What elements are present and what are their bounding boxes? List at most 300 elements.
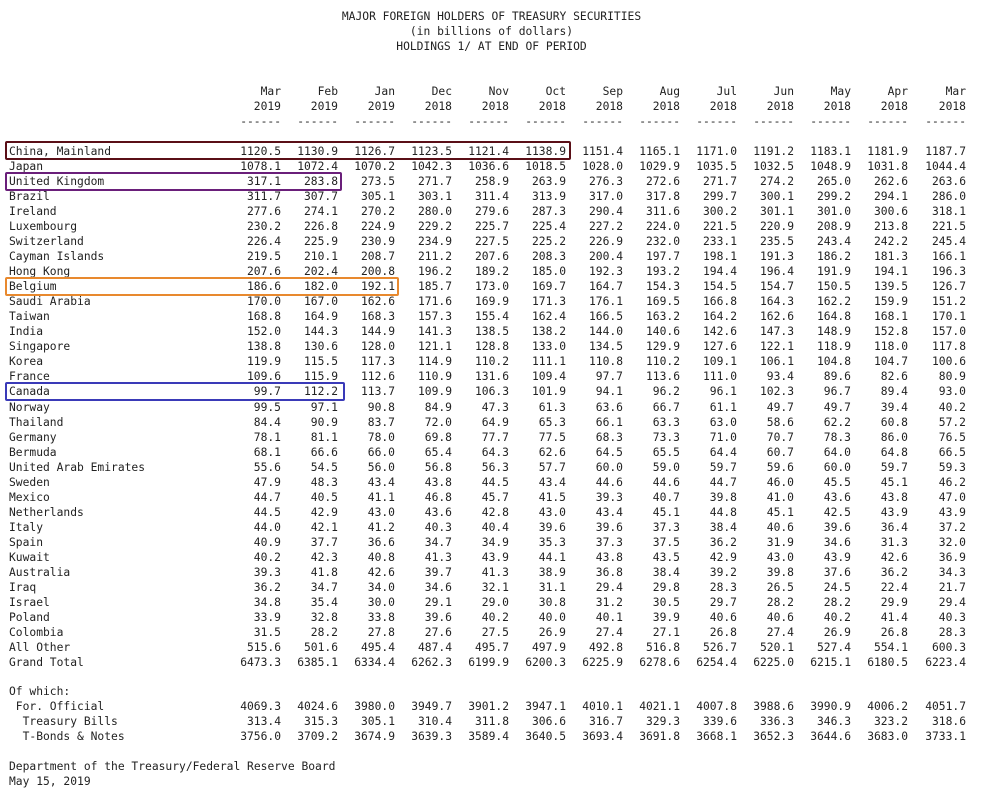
table-cell: 196.2	[417, 265, 452, 279]
table-cell: 166.1	[931, 250, 966, 264]
table-cell: 68.3	[595, 430, 623, 444]
table-cell: 97.1	[310, 400, 338, 414]
table-cell: 101.9	[531, 385, 566, 399]
table-cell: 6223.4	[925, 656, 966, 670]
table-cell: 26.8	[880, 625, 908, 639]
table-cell: 6334.4	[354, 656, 395, 670]
column-header-rule: ------	[411, 115, 452, 128]
table-cell: 169.9	[474, 295, 509, 309]
table-cell: 3756.0	[240, 730, 281, 743]
country-label: Cayman Islands	[9, 250, 105, 264]
table-cell: 39.8	[709, 490, 737, 504]
table-cell: 113.7	[360, 385, 395, 399]
table-cell: 1072.4	[297, 160, 338, 174]
country-label: United Kingdom	[9, 175, 105, 189]
table-cell: 66.1	[595, 415, 623, 429]
table-cell: 61.1	[709, 400, 737, 414]
table-cell: 32.8	[310, 610, 338, 624]
table-cell: 44.6	[595, 475, 623, 489]
table-cell: 43.4	[595, 505, 623, 519]
table-cell: 4007.8	[696, 700, 737, 713]
table-cell: 66.7	[652, 400, 680, 414]
table-cell: 3668.1	[696, 730, 737, 743]
footer-source: Department of the Treasury/Federal Reserve Board	[9, 760, 336, 773]
column-header-month: Nov	[488, 85, 509, 98]
table-cell: 47.9	[253, 475, 281, 489]
table-cell: 42.6	[880, 550, 908, 564]
table-cell: 28.2	[823, 595, 851, 609]
column-header-year: 2018	[538, 100, 566, 113]
table-cell: 162.6	[360, 295, 395, 309]
table-cell: 64.5	[595, 445, 623, 459]
table-cell: 118.9	[816, 340, 851, 354]
table-cell: 129.9	[645, 340, 680, 354]
table-cell: 6215.1	[810, 656, 851, 670]
table-cell: 45.7	[481, 490, 509, 504]
table-cell: 41.3	[424, 550, 452, 564]
table-cell: 170.0	[246, 295, 281, 309]
table-cell: 40.2	[938, 400, 966, 414]
table-cell: 1042.3	[411, 160, 452, 174]
column-header-rule: ------	[810, 115, 851, 128]
table-cell: 283.8	[303, 175, 338, 189]
table-cell: 40.2	[253, 550, 281, 564]
table-cell: 111.0	[702, 370, 737, 384]
table-cell: 185.7	[417, 280, 452, 294]
table-cell: 29.4	[595, 580, 623, 594]
column-header-year: 2018	[709, 100, 737, 113]
table-cell: 43.0	[538, 505, 566, 519]
table-cell: 265.0	[816, 175, 851, 189]
table-cell: 271.7	[417, 175, 452, 189]
table-cell: 62.2	[823, 415, 851, 429]
table-cell: 226.9	[588, 235, 623, 249]
table-cell: 144.0	[588, 325, 623, 339]
table-cell: 44.5	[253, 505, 281, 519]
table-cell: 119.9	[246, 355, 281, 369]
table-cell: 63.0	[709, 415, 737, 429]
table-cell: 32.1	[481, 580, 509, 594]
table-cell: 227.5	[474, 235, 509, 249]
table-cell: 40.6	[709, 610, 737, 624]
table-cell: 600.3	[931, 640, 966, 654]
column-header-month: Jun	[773, 85, 794, 98]
table-cell: 110.8	[588, 355, 623, 369]
table-cell: 40.3	[424, 520, 452, 534]
country-label: Mexico	[9, 490, 50, 504]
table-cell: 69.8	[424, 430, 452, 444]
column-header-month: Sep	[602, 85, 623, 98]
table-cell: 148.9	[816, 325, 851, 339]
table-cell: 36.9	[938, 550, 966, 564]
column-header-year: 2018	[424, 100, 452, 113]
table-cell: 40.6	[766, 520, 794, 534]
table-cell: 78.0	[367, 430, 395, 444]
table-cell: 78.3	[823, 430, 851, 444]
table-cell: 186.2	[816, 250, 851, 264]
table-cell: 221.5	[931, 220, 966, 234]
table-cell: 37.6	[823, 565, 851, 579]
table-cell: 96.1	[709, 385, 737, 399]
table-cell: 37.2	[938, 520, 966, 534]
table-cell: 39.3	[253, 565, 281, 579]
table-cell: 82.6	[880, 370, 908, 384]
table-cell: 77.5	[538, 430, 566, 444]
table-cell: 46.0	[766, 475, 794, 489]
table-cell: 43.9	[880, 505, 908, 519]
table-cell: 22.4	[880, 580, 908, 594]
table-cell: 144.3	[303, 325, 338, 339]
table-cell: 233.1	[702, 235, 737, 249]
table-cell: 29.9	[880, 595, 908, 609]
table-cell: 301.1	[759, 205, 794, 219]
table-cell: 39.2	[709, 565, 737, 579]
table-cell: 40.9	[253, 535, 281, 549]
table-cell: 100.6	[931, 355, 966, 369]
table-cell: 62.6	[538, 445, 566, 459]
table-cell: 60.7	[766, 445, 794, 459]
column-header-month: Oct	[545, 85, 566, 98]
table-cell: 225.7	[474, 220, 509, 234]
table-cell: 47.3	[481, 400, 509, 414]
table-cell: 47.0	[938, 490, 966, 504]
table-cell: 40.6	[766, 610, 794, 624]
table-cell: 229.2	[417, 220, 452, 234]
table-cell: 89.4	[880, 385, 908, 399]
table-cell: 336.3	[759, 715, 794, 728]
table-cell: 38.4	[652, 565, 680, 579]
country-label: Japan	[9, 160, 44, 174]
table-cell: 24.5	[823, 580, 851, 594]
table-cell: 300.2	[702, 205, 737, 219]
table-cell: 39.4	[880, 400, 908, 414]
table-cell: 36.2	[709, 535, 737, 549]
table-cell: 317.0	[588, 190, 623, 204]
table-cell: 34.6	[823, 535, 851, 549]
table-cell: 60.0	[823, 460, 851, 474]
table-cell: 40.5	[310, 490, 338, 504]
column-header-rule: ------	[240, 115, 281, 128]
table-cell: 42.9	[310, 505, 338, 519]
table-cell: 162.2	[816, 295, 851, 309]
country-label: Colombia	[9, 625, 64, 639]
table-cell: 6473.3	[240, 656, 281, 670]
table-cell: 186.6	[246, 280, 281, 294]
table-cell: 501.6	[303, 640, 338, 654]
table-cell: 306.6	[531, 715, 566, 728]
column-header-year: 2018	[652, 100, 680, 113]
table-cell: 1048.9	[810, 160, 851, 174]
table-cell: 39.9	[652, 610, 680, 624]
table-cell: 109.6	[246, 370, 281, 384]
table-cell: 226.4	[246, 235, 281, 249]
table-cell: 182.0	[303, 280, 338, 294]
table-cell: 159.9	[873, 295, 908, 309]
table-cell: 63.3	[652, 415, 680, 429]
column-header-month: Feb	[317, 85, 338, 98]
table-cell: 66.5	[938, 445, 966, 459]
table-cell: 78.1	[253, 430, 281, 444]
table-cell: 31.3	[880, 535, 908, 549]
table-cell: 263.6	[931, 175, 966, 189]
table-cell: 227.2	[588, 220, 623, 234]
country-label: Italy	[9, 520, 44, 534]
table-cell: 104.8	[816, 355, 851, 369]
table-cell: 300.1	[759, 190, 794, 204]
table-cell: 117.8	[931, 340, 966, 354]
table-cell: 21.7	[938, 580, 966, 594]
table-cell: 41.5	[538, 490, 566, 504]
table-cell: 208.9	[816, 220, 851, 234]
table-cell: 230.9	[360, 235, 395, 249]
table-cell: 43.9	[938, 505, 966, 519]
column-header-month: Mar	[945, 85, 966, 98]
table-cell: 41.0	[766, 490, 794, 504]
table-cell: 3644.6	[810, 730, 851, 743]
country-label: Norway	[9, 400, 50, 414]
table-cell: 86.0	[880, 430, 908, 444]
table-cell: 313.4	[246, 715, 281, 728]
table-cell: 147.3	[759, 325, 794, 339]
column-header-rule: ------	[925, 115, 966, 128]
table-cell: 34.8	[253, 595, 281, 609]
table-cell: 300.6	[873, 205, 908, 219]
country-label: Grand Total	[9, 656, 84, 670]
table-cell: 110.9	[417, 370, 452, 384]
table-cell: 224.0	[645, 220, 680, 234]
table-cell: 301.0	[816, 205, 851, 219]
column-header-rule: ------	[639, 115, 680, 128]
table-cell: 310.4	[417, 715, 452, 728]
table-cell: 115.5	[303, 355, 338, 369]
table-cell: 56.3	[481, 460, 509, 474]
table-cell: 230.2	[246, 220, 281, 234]
country-label: Bermuda	[9, 445, 57, 459]
table-cell: 93.0	[938, 385, 966, 399]
table-cell: 520.1	[759, 640, 794, 654]
table-cell: 527.4	[816, 640, 851, 654]
table-cell: 311.7	[246, 190, 281, 204]
table-cell: 189.2	[474, 265, 509, 279]
table-cell: 64.3	[481, 445, 509, 459]
table-cell: 1130.9	[297, 145, 338, 158]
table-cell: 43.8	[595, 550, 623, 564]
table-cell: 106.3	[474, 385, 509, 399]
table-cell: 65.3	[538, 415, 566, 429]
column-header-rule: ------	[696, 115, 737, 128]
table-cell: 42.1	[310, 520, 338, 534]
table-cell: 277.6	[246, 205, 281, 219]
table-cell: 43.4	[367, 475, 395, 489]
table-cell: 164.8	[816, 310, 851, 324]
table-cell: 197.7	[645, 250, 680, 264]
table-cell: 31.1	[538, 580, 566, 594]
table-cell: 44.7	[709, 475, 737, 489]
table-cell: 208.7	[360, 250, 395, 264]
table-cell: 200.4	[588, 250, 623, 264]
column-header-year: 2018	[823, 100, 851, 113]
table-cell: 4021.1	[639, 700, 680, 713]
table-cell: 3674.9	[354, 730, 395, 743]
table-cell: 166.5	[588, 310, 623, 324]
table-cell: 43.0	[766, 550, 794, 564]
table-cell: 90.8	[367, 400, 395, 414]
table-cell: 42.6	[367, 565, 395, 579]
table-cell: 80.9	[938, 370, 966, 384]
table-cell: 3683.0	[867, 730, 908, 743]
table-cell: 36.6	[367, 535, 395, 549]
table-cell: 41.3	[481, 565, 509, 579]
country-label: Netherlands	[9, 505, 84, 519]
table-cell: 1032.5	[753, 160, 794, 174]
table-cell: 213.8	[873, 220, 908, 234]
table-cell: 154.3	[645, 280, 680, 294]
table-cell: 26.8	[709, 625, 737, 639]
column-header-month: May	[830, 85, 851, 98]
table-cell: 1165.1	[639, 145, 680, 158]
column-header-year: 2019	[253, 100, 281, 113]
table-cell: 54.5	[310, 460, 338, 474]
table-cell: 311.8	[474, 715, 509, 728]
country-label: United Arab Emirates	[9, 460, 146, 474]
table-cell: 243.4	[816, 235, 851, 249]
table-cell: 28.2	[766, 595, 794, 609]
table-cell: 4051.7	[925, 700, 966, 713]
table-cell: 211.2	[417, 250, 452, 264]
table-cell: 73.3	[652, 430, 680, 444]
table-cell: 59.7	[709, 460, 737, 474]
table-cell: 207.6	[474, 250, 509, 264]
table-cell: 164.7	[588, 280, 623, 294]
table-cell: 40.7	[652, 490, 680, 504]
table-cell: 3947.1	[525, 700, 566, 713]
table-cell: 286.0	[931, 190, 966, 204]
table-cell: 134.5	[588, 340, 623, 354]
table-cell: 274.1	[303, 205, 338, 219]
table-cell: 194.1	[873, 265, 908, 279]
column-header-year: 2018	[595, 100, 623, 113]
table-cell: 6225.0	[753, 656, 794, 670]
table-cell: 313.9	[531, 190, 566, 204]
table-cell: 94.1	[595, 385, 623, 399]
column-header-rule: ------	[354, 115, 395, 128]
table-cell: 318.6	[931, 715, 966, 728]
column-header-year: 2019	[367, 100, 395, 113]
table-cell: 39.6	[424, 610, 452, 624]
table-cell: 65.4	[424, 445, 452, 459]
table-cell: 57.2	[938, 415, 966, 429]
table-cell: 3640.5	[525, 730, 566, 743]
table-cell: 34.6	[424, 580, 452, 594]
table-cell: 3652.3	[753, 730, 794, 743]
country-label: Belgium	[9, 280, 57, 294]
table-cell: 99.7	[253, 385, 281, 399]
column-header-year: 2018	[766, 100, 794, 113]
table-cell: 191.3	[759, 250, 794, 264]
table-cell: 273.5	[360, 175, 395, 189]
table-cell: 225.4	[531, 220, 566, 234]
table-cell: 39.8	[766, 565, 794, 579]
table-cell: 6180.5	[867, 656, 908, 670]
table-cell: 43.8	[424, 475, 452, 489]
table-cell: 39.6	[538, 520, 566, 534]
table-cell: 72.0	[424, 415, 452, 429]
table-cell: 181.3	[873, 250, 908, 264]
table-cell: 6385.1	[297, 656, 338, 670]
table-cell: 169.5	[645, 295, 680, 309]
table-cell: 27.4	[595, 625, 623, 639]
table-cell: 27.4	[766, 625, 794, 639]
table-cell: 318.1	[931, 205, 966, 219]
table-cell: 157.0	[931, 325, 966, 339]
table-cell: 65.5	[652, 445, 680, 459]
table-cell: 1029.9	[639, 160, 680, 174]
table-cell: 59.0	[652, 460, 680, 474]
table-cell: 39.7	[424, 565, 452, 579]
table-cell: 38.9	[538, 565, 566, 579]
table-cell: 3988.6	[753, 700, 794, 713]
table-cell: 44.5	[481, 475, 509, 489]
table-cell: 41.8	[310, 565, 338, 579]
table-cell: 40.0	[538, 610, 566, 624]
table-cell: 43.8	[880, 490, 908, 504]
table-cell: 3589.4	[468, 730, 509, 743]
table-cell: 128.0	[360, 340, 395, 354]
column-header-month: Dec	[431, 85, 452, 98]
country-label: Kuwait	[9, 550, 50, 564]
country-label: Saudi Arabia	[9, 295, 91, 309]
table-cell: 111.1	[531, 355, 566, 369]
table-cell: 207.6	[246, 265, 281, 279]
table-cell: 1123.5	[411, 145, 452, 158]
table-cell: 117.3	[360, 355, 395, 369]
column-header-rule: ------	[468, 115, 509, 128]
table-cell: 271.7	[702, 175, 737, 189]
table-cell: 323.2	[873, 715, 908, 728]
table-cell: 262.6	[873, 175, 908, 189]
table-cell: 57.7	[538, 460, 566, 474]
table-cell: 6225.9	[582, 656, 623, 670]
table-cell: 42.8	[481, 505, 509, 519]
table-cell: 6278.6	[639, 656, 680, 670]
table-cell: 43.6	[424, 505, 452, 519]
table-cell: 34.9	[481, 535, 509, 549]
table-cell: 58.6	[766, 415, 794, 429]
table-cell: 311.4	[474, 190, 509, 204]
table-cell: 497.9	[531, 640, 566, 654]
table-cell: 28.3	[709, 580, 737, 594]
table-cell: 133.0	[531, 340, 566, 354]
table-cell: 1181.9	[867, 145, 908, 158]
table-cell: 131.6	[474, 370, 509, 384]
table-cell: 26.5	[766, 580, 794, 594]
table-cell: 166.8	[702, 295, 737, 309]
table-cell: 245.4	[931, 235, 966, 249]
table-cell: 76.5	[938, 430, 966, 444]
table-cell: 1183.1	[810, 145, 851, 158]
table-cell: 1035.5	[696, 160, 737, 174]
table-cell: 171.6	[417, 295, 452, 309]
table-cell: 43.4	[538, 475, 566, 489]
table-cell: 1028.0	[582, 160, 623, 174]
table-cell: 118.0	[873, 340, 908, 354]
table-cell: 84.4	[253, 415, 281, 429]
table-cell: 305.1	[360, 190, 395, 204]
column-header-month: Jan	[374, 85, 395, 98]
of-which-row-label: Treasury Bills	[9, 715, 118, 728]
of-which-label: Of which:	[9, 685, 71, 698]
table-cell: 36.8	[595, 565, 623, 579]
